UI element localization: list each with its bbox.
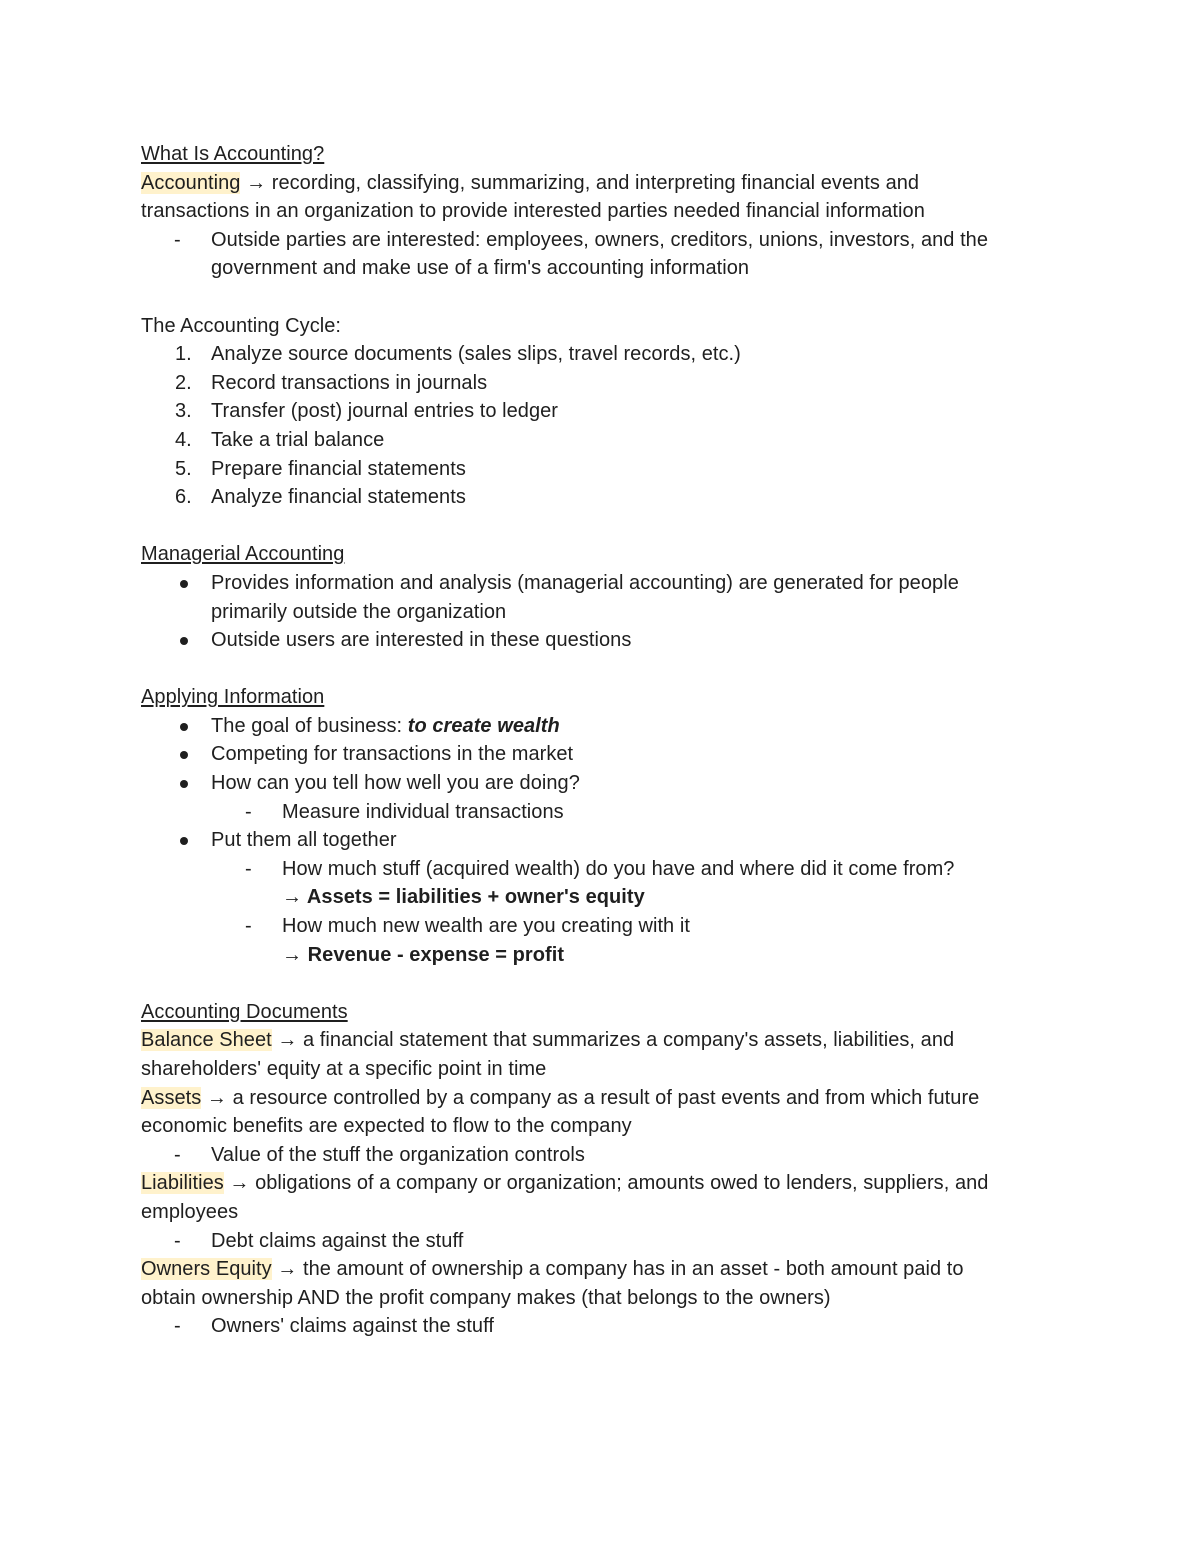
owners-equity-note: Owners' claims against the stuff bbox=[211, 1315, 494, 1338]
assets-line2: economic benefits are expected to flow to the company bbox=[141, 1115, 632, 1138]
list-item bbox=[141, 569, 1061, 626]
bullet-icon bbox=[180, 637, 188, 645]
dash-marker: - bbox=[174, 1143, 181, 1166]
balance-sheet-line1 bbox=[141, 1026, 1061, 1055]
managerial-bullet1-line2: primarily outside the organization bbox=[211, 600, 507, 623]
outside-parties-line2: government and make use of a firm's accounting information bbox=[211, 257, 750, 280]
bullet-icon bbox=[180, 780, 188, 788]
stuff-question: How much stuff (acquired wealth) do you have and where did it come from? bbox=[282, 857, 955, 880]
list-item bbox=[141, 1227, 1061, 1256]
dash-marker: - bbox=[174, 1229, 181, 1252]
list-item bbox=[141, 226, 1061, 283]
step-text: Prepare financial statements bbox=[211, 457, 466, 480]
step-text: Analyze source documents (sales slips, travel records, etc.) bbox=[211, 343, 741, 366]
list-item bbox=[141, 740, 1061, 769]
liabilities-line2: employees bbox=[141, 1200, 239, 1223]
goal-emphasis: to create wealth bbox=[407, 714, 560, 737]
step-number: 1. bbox=[175, 343, 192, 366]
list-item bbox=[141, 912, 1061, 969]
assets-definition: → a resource controlled by a company as a result of past events and from which future bbox=[201, 1086, 980, 1109]
heading-accounting-documents: Accounting Documents bbox=[141, 1000, 348, 1023]
bullet-icon bbox=[180, 723, 188, 731]
cycle-step bbox=[141, 426, 1061, 455]
list-item bbox=[141, 1312, 1061, 1341]
assets-note: Value of the stuff the organization controls bbox=[211, 1143, 585, 1166]
step-text: Analyze financial statements bbox=[211, 486, 466, 509]
term-assets: Assets bbox=[141, 1086, 202, 1109]
cycle-step bbox=[141, 483, 1061, 512]
goal-prefix: The goal of business: bbox=[211, 714, 408, 737]
liabilities-definition: → obligations of a company or organization; amounts owed to lenders, suppliers, and bbox=[223, 1172, 989, 1195]
dash-marker: - bbox=[174, 228, 181, 251]
cycle-step bbox=[141, 369, 1061, 398]
term-accounting: Accounting bbox=[141, 171, 241, 194]
accounting-definition-line1 bbox=[141, 169, 1061, 198]
new-wealth-question: How much new wealth are you creating with it bbox=[282, 915, 690, 938]
accounting-definition-line2: transactions in an organization to provide interested parties needed financial information bbox=[141, 200, 925, 223]
how-well-text: How can you tell how well you are doing? bbox=[211, 772, 580, 795]
term-balance-sheet: Balance Sheet bbox=[141, 1029, 272, 1052]
cycle-step bbox=[141, 340, 1061, 369]
accounting-definition-text: → recording, classifying, summarizing, and interpreting financial events and bbox=[240, 171, 920, 194]
cycle-step bbox=[141, 455, 1061, 484]
owners-equity-line2: obtain ownership AND the profit company makes (that belongs to the owners) bbox=[141, 1286, 831, 1309]
step-text: Transfer (post) journal entries to ledger bbox=[211, 400, 559, 423]
balance-sheet-line2: shareholders' equity at a specific point in time bbox=[141, 1058, 547, 1080]
heading-accounting-cycle: The Accounting Cycle: bbox=[141, 314, 342, 337]
bullet-icon bbox=[180, 751, 188, 759]
owners-equity-definition: → the amount of ownership a company has in an asset - both amount paid to bbox=[271, 1258, 964, 1281]
liabilities-line1 bbox=[141, 1169, 1061, 1198]
cycle-step bbox=[141, 397, 1061, 426]
term-liabilities: Liabilities bbox=[141, 1172, 224, 1195]
balance-equation: → Assets = liabilities + owner's equity bbox=[282, 886, 645, 909]
step-number: 4. bbox=[175, 428, 192, 451]
outside-parties-line1: Outside parties are interested: employees, owners, creditors, unions, investors, and the bbox=[211, 228, 989, 251]
liabilities-note: Debt claims against the stuff bbox=[211, 1229, 464, 1252]
list-item bbox=[141, 626, 1061, 655]
list-item bbox=[141, 769, 1061, 798]
list-item bbox=[141, 1141, 1061, 1170]
heading-managerial-accounting: Managerial Accounting bbox=[141, 543, 345, 566]
dash-marker: - bbox=[174, 1315, 181, 1338]
step-text: Record transactions in journals bbox=[211, 371, 488, 394]
step-text: Take a trial balance bbox=[211, 428, 385, 451]
step-number: 2. bbox=[175, 371, 192, 394]
term-owners-equity: Owners Equity bbox=[141, 1258, 272, 1281]
heading-applying-information: Applying Information bbox=[141, 686, 325, 709]
step-number: 3. bbox=[175, 400, 192, 423]
dash-marker: - bbox=[245, 915, 252, 938]
heading-what-is-accounting: What Is Accounting? bbox=[141, 143, 325, 165]
managerial-bullet2: Outside users are interested in these questions bbox=[211, 629, 632, 652]
bullet-icon bbox=[180, 837, 188, 845]
together-text: Put them all together bbox=[211, 829, 397, 852]
bullet-icon bbox=[180, 580, 188, 588]
balance-sheet-definition: → a financial statement that summarizes a company's assets, liabilities, and bbox=[271, 1029, 955, 1052]
dash-marker: - bbox=[245, 857, 252, 880]
assets-line1 bbox=[141, 1084, 1061, 1113]
step-number: 5. bbox=[175, 457, 192, 480]
step-number: 6. bbox=[175, 486, 192, 509]
managerial-bullet1-line1: Provides information and analysis (managerial accounting) are generated for people bbox=[211, 571, 959, 594]
competing-text: Competing for transactions in the market bbox=[211, 743, 574, 766]
profit-equation: → Revenue - expense = profit bbox=[282, 943, 565, 966]
dash-marker: - bbox=[245, 800, 252, 823]
document-body bbox=[141, 140, 1061, 1341]
list-item bbox=[141, 826, 1061, 855]
owners-equity-line1 bbox=[141, 1255, 1061, 1284]
list-item bbox=[141, 712, 1061, 741]
list-item bbox=[141, 855, 1061, 912]
measure-text: Measure individual transactions bbox=[282, 800, 564, 823]
list-item bbox=[141, 798, 1061, 827]
